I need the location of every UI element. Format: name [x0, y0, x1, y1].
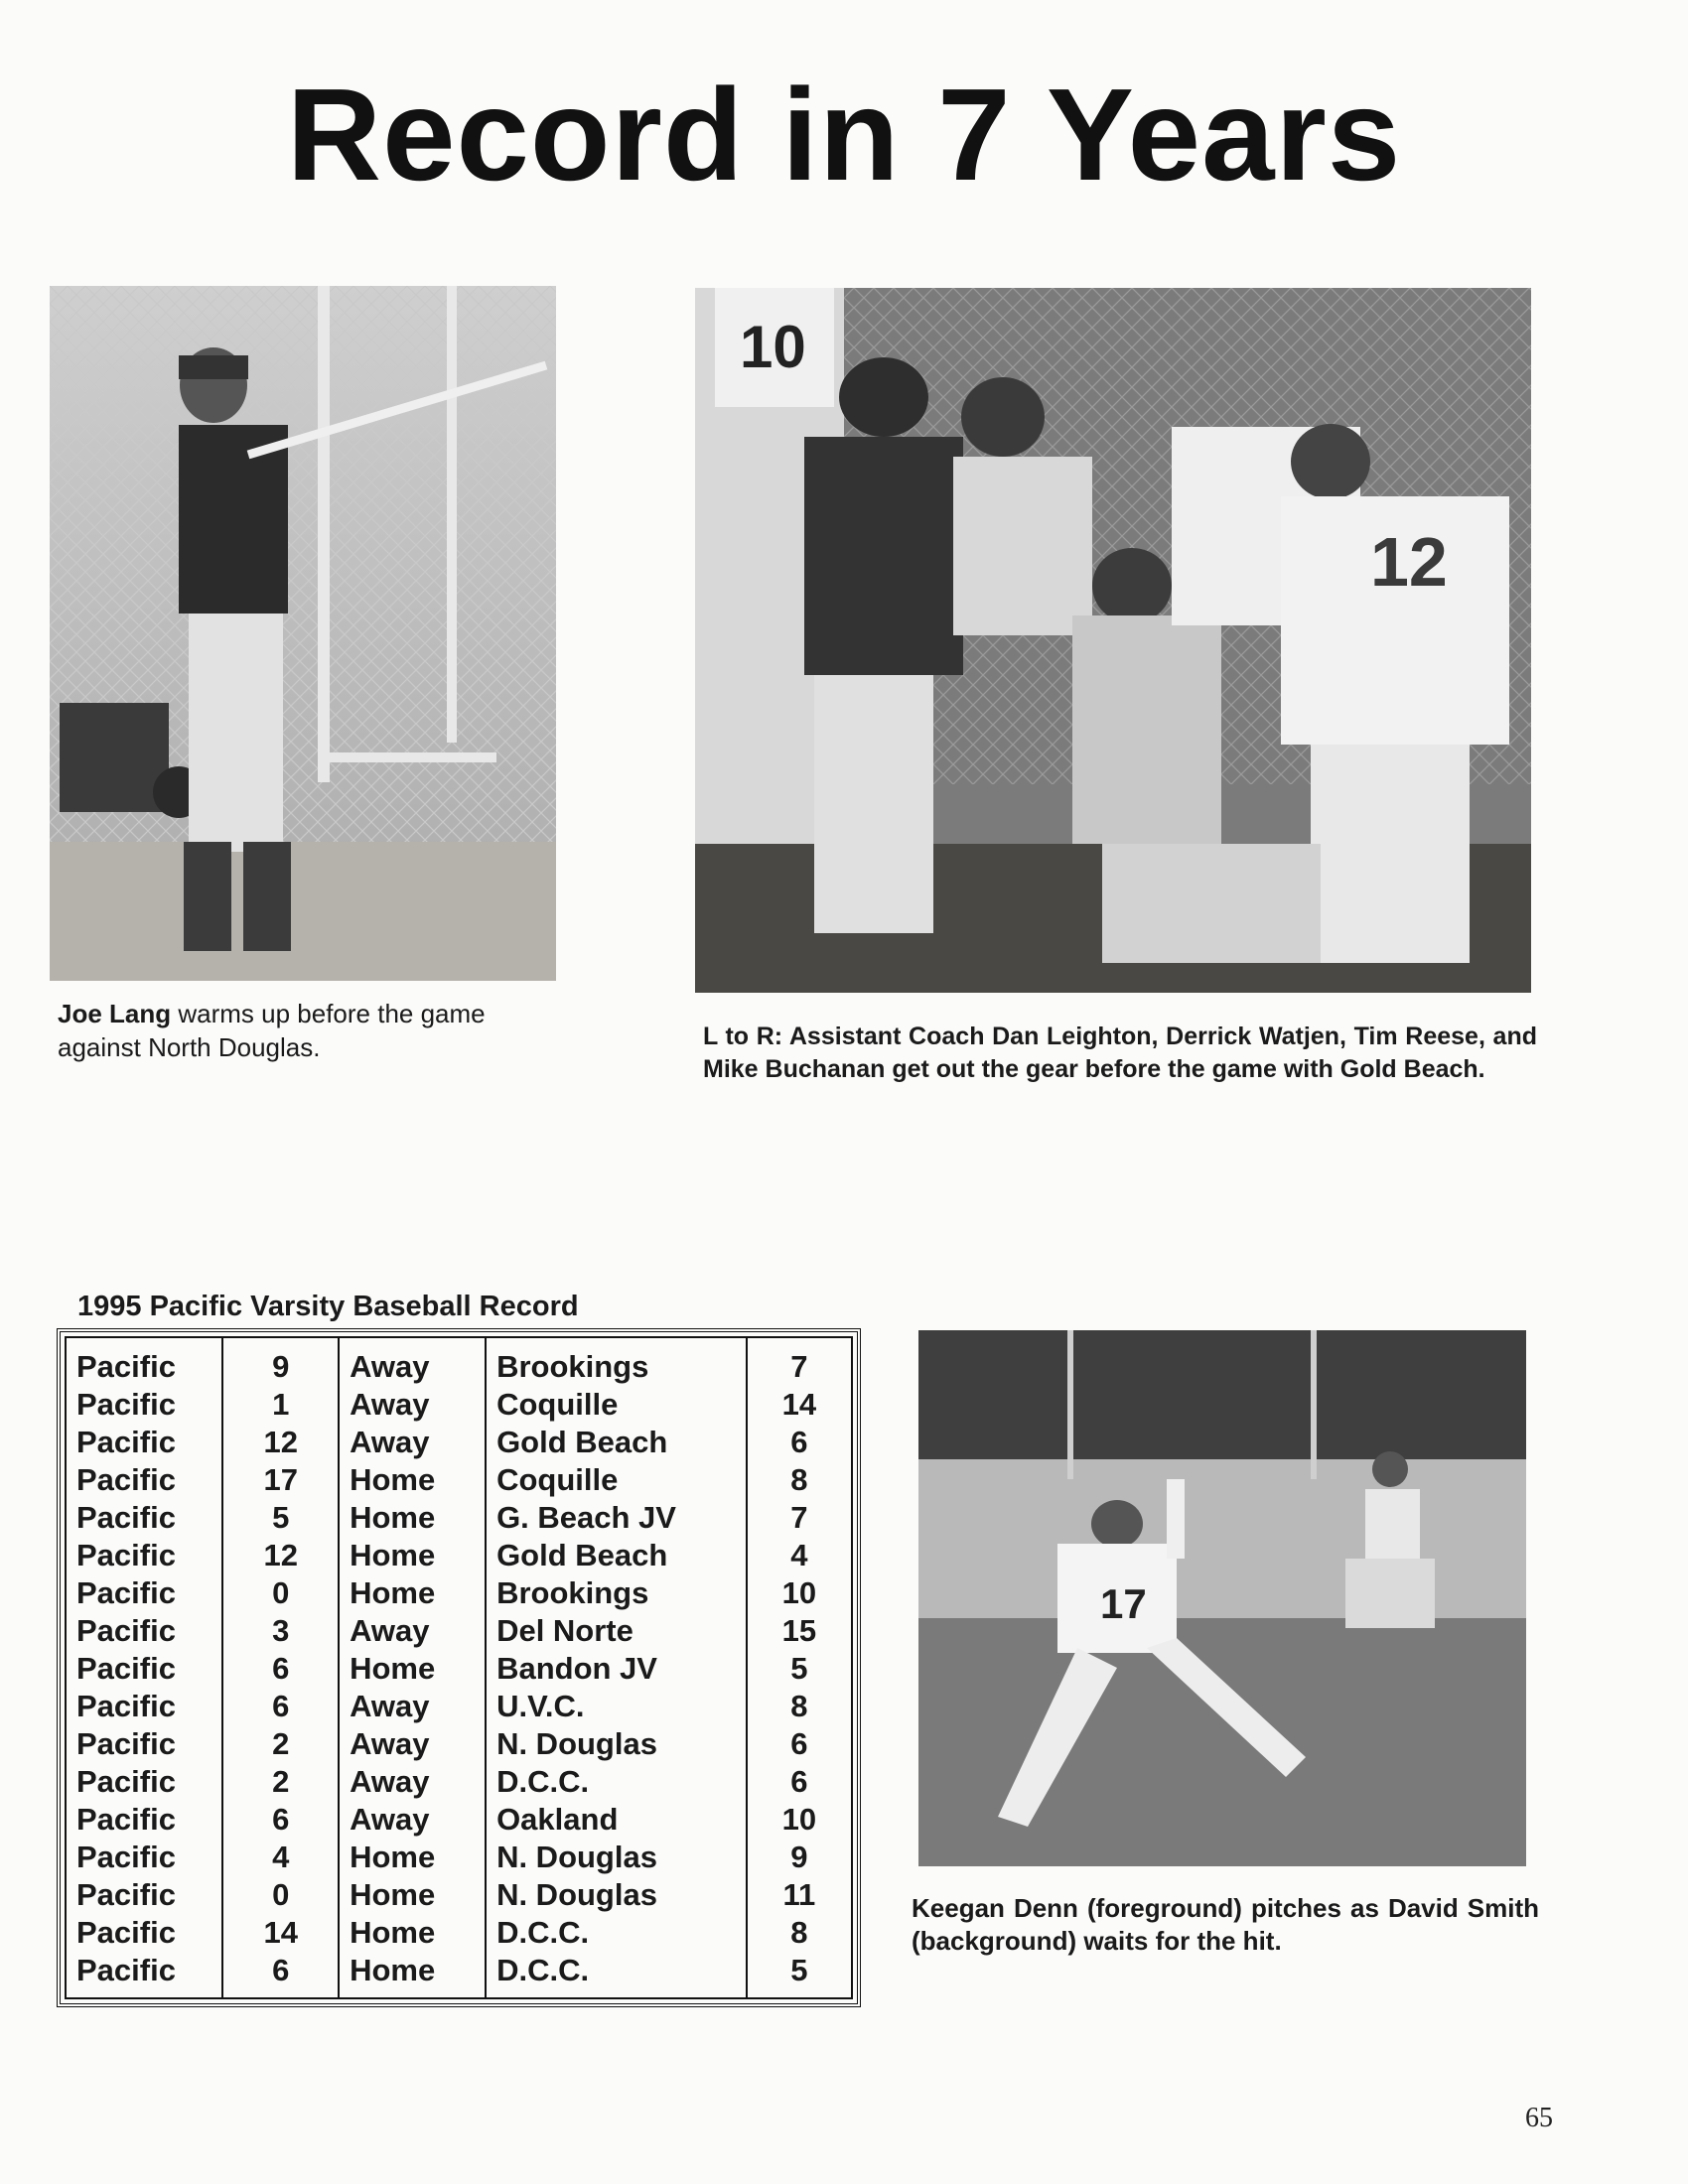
opponent-cell: Del Norte	[486, 1612, 747, 1650]
location-cell: Away	[339, 1386, 486, 1424]
record-row	[66, 1337, 852, 1386]
pacific-score-cell: 12	[222, 1424, 339, 1461]
location-cell: Home	[339, 1574, 486, 1612]
pacific-score-cell: 0	[222, 1574, 339, 1612]
record-row	[66, 1688, 852, 1725]
location-cell: Home	[339, 1461, 486, 1499]
location-cell: Home	[339, 1537, 486, 1574]
opponent-score-cell: 8	[747, 1688, 852, 1725]
location-cell: Home	[339, 1914, 486, 1952]
team-cell: Pacific	[66, 1914, 222, 1952]
pacific-score-cell: 5	[222, 1499, 339, 1537]
opponent-score-cell: 14	[747, 1386, 852, 1424]
record-row	[66, 1914, 852, 1952]
location-cell: Away	[339, 1763, 486, 1801]
location-cell: Away	[339, 1801, 486, 1839]
record-row	[66, 1612, 852, 1650]
location-cell: Away	[339, 1688, 486, 1725]
pacific-score-cell: 17	[222, 1461, 339, 1499]
opponent-score-cell: 4	[747, 1537, 852, 1574]
opponent-score-cell: 5	[747, 1650, 852, 1688]
gear-caption: L to R: Assistant Coach Dan Leighton, Derrick Watjen, Tim Reese, and Mike Buchanan get out the gear before the game with Gold Beach.	[703, 1023, 1537, 1083]
opponent-cell: Coquille	[486, 1386, 747, 1424]
pitcher-photo	[918, 1330, 1526, 1866]
opponent-cell: G. Beach JV	[486, 1499, 747, 1537]
pacific-score-cell: 1	[222, 1386, 339, 1424]
location-cell: Home	[339, 1876, 486, 1914]
opponent-score-cell: 6	[747, 1424, 852, 1461]
team-cell: Pacific	[66, 1499, 222, 1537]
location-cell: Home	[339, 1499, 486, 1537]
location-cell: Home	[339, 1839, 486, 1876]
opponent-score-cell: 6	[747, 1763, 852, 1801]
svg-text:17: 17	[1100, 1580, 1147, 1627]
location-cell: Away	[339, 1424, 486, 1461]
team-cell: Pacific	[66, 1876, 222, 1914]
pacific-score-cell: 2	[222, 1763, 339, 1801]
team-cell: Pacific	[66, 1537, 222, 1574]
location-cell: Away	[339, 1725, 486, 1763]
location-cell: Away	[339, 1612, 486, 1650]
pacific-score-cell: 9	[222, 1337, 339, 1386]
team-cell: Pacific	[66, 1424, 222, 1461]
opponent-cell: D.C.C.	[486, 1952, 747, 1998]
page-number: 65	[1525, 2103, 1553, 2133]
team-cell: Pacific	[66, 1763, 222, 1801]
location-cell: Home	[339, 1952, 486, 1998]
pacific-score-cell: 12	[222, 1537, 339, 1574]
batter-caption	[58, 997, 564, 1064]
record-row	[66, 1801, 852, 1839]
location-cell: Home	[339, 1650, 486, 1688]
opponent-cell: N. Douglas	[486, 1725, 747, 1763]
record-row	[66, 1763, 852, 1801]
opponent-score-cell: 10	[747, 1801, 852, 1839]
opponent-cell: Brookings	[486, 1574, 747, 1612]
pacific-score-cell: 6	[222, 1952, 339, 1998]
team-cell: Pacific	[66, 1801, 222, 1839]
team-cell: Pacific	[66, 1461, 222, 1499]
page-title: Record in 7 Years	[286, 62, 1402, 207]
pitcher-caption: Keegan Denn (foreground) pitches as David Smith (background) waits for the hit.	[912, 1893, 1539, 1956]
opponent-score-cell: 6	[747, 1725, 852, 1763]
record-row	[66, 1650, 852, 1688]
opponent-score-cell: 8	[747, 1914, 852, 1952]
opponent-cell: N. Douglas	[486, 1876, 747, 1914]
record-row	[66, 1499, 852, 1537]
team-cell: Pacific	[66, 1839, 222, 1876]
opponent-cell: Oakland	[486, 1801, 747, 1839]
record-row	[66, 1537, 852, 1574]
team-cell: Pacific	[66, 1952, 222, 1998]
pacific-score-cell: 3	[222, 1612, 339, 1650]
record-row	[66, 1876, 852, 1914]
opponent-cell: Gold Beach	[486, 1424, 747, 1461]
pacific-score-cell: 6	[222, 1688, 339, 1725]
record-row	[66, 1461, 852, 1499]
record-table-title: 1995 Pacific Varsity Baseball Record	[77, 1291, 579, 1322]
opponent-cell: U.V.C.	[486, 1688, 747, 1725]
gear-photo	[695, 288, 1531, 993]
record-row	[66, 1424, 852, 1461]
record-row	[66, 1839, 852, 1876]
team-cell: Pacific	[66, 1725, 222, 1763]
team-cell: Pacific	[66, 1574, 222, 1612]
pacific-score-cell: 6	[222, 1801, 339, 1839]
opponent-cell: Coquille	[486, 1461, 747, 1499]
opponent-cell: Bandon JV	[486, 1650, 747, 1688]
opponent-score-cell: 7	[747, 1499, 852, 1537]
team-cell: Pacific	[66, 1688, 222, 1725]
opponent-score-cell: 10	[747, 1574, 852, 1612]
team-cell: Pacific	[66, 1650, 222, 1688]
svg-text:12: 12	[1370, 523, 1448, 601]
record-row	[66, 1574, 852, 1612]
opponent-score-cell: 11	[747, 1876, 852, 1914]
opponent-score-cell: 8	[747, 1461, 852, 1499]
pacific-score-cell: 6	[222, 1650, 339, 1688]
location-cell: Away	[339, 1337, 486, 1386]
svg-text:10: 10	[740, 314, 806, 380]
team-cell: Pacific	[66, 1612, 222, 1650]
team-cell: Pacific	[66, 1337, 222, 1386]
team-cell: Pacific	[66, 1386, 222, 1424]
record-row	[66, 1725, 852, 1763]
record-row	[66, 1386, 852, 1424]
record-row	[66, 1952, 852, 1998]
opponent-cell: D.C.C.	[486, 1763, 747, 1801]
opponent-score-cell: 5	[747, 1952, 852, 1998]
opponent-score-cell: 9	[747, 1839, 852, 1876]
opponent-cell: N. Douglas	[486, 1839, 747, 1876]
pacific-score-cell: 2	[222, 1725, 339, 1763]
opponent-cell: Brookings	[486, 1337, 747, 1386]
pacific-score-cell: 14	[222, 1914, 339, 1952]
opponent-cell: D.C.C.	[486, 1914, 747, 1952]
batter-name: Joe Lang	[58, 999, 172, 1028]
batter-photo	[50, 286, 556, 981]
opponent-score-cell: 15	[747, 1612, 852, 1650]
opponent-cell: Gold Beach	[486, 1537, 747, 1574]
batter-caption-text: warms up before the game against North Douglas.	[58, 999, 486, 1062]
record-table	[57, 1328, 861, 2007]
record-table-body	[66, 1337, 852, 1998]
opponent-score-cell: 7	[747, 1337, 852, 1386]
pacific-score-cell: 4	[222, 1839, 339, 1876]
pacific-score-cell: 0	[222, 1876, 339, 1914]
